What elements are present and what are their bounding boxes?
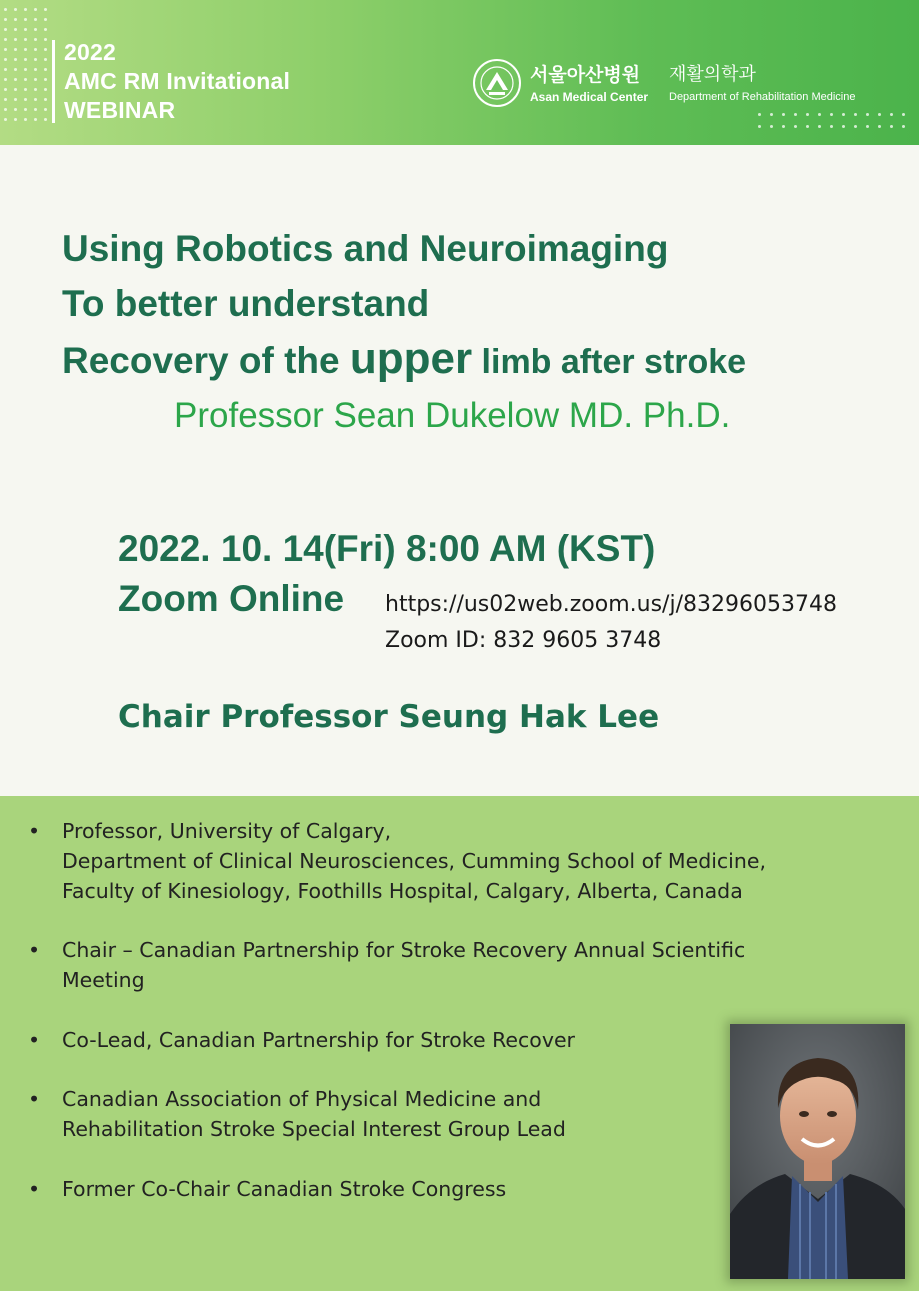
bio-line: Professor, University of Calgary, bbox=[62, 819, 392, 843]
decorative-dot bbox=[14, 8, 17, 11]
bio-item-co-lead bbox=[28, 1025, 575, 1055]
bullet-icon: • bbox=[28, 1177, 41, 1201]
decorative-dot bbox=[770, 125, 773, 128]
bio-line: Department of Clinical Neurosciences, Cumming School of Medicine, bbox=[62, 849, 766, 873]
decorative-dot bbox=[44, 18, 47, 21]
webinar-title bbox=[64, 38, 290, 125]
decorative-dot bbox=[794, 113, 797, 116]
talk-title-emphasis: upper bbox=[349, 334, 473, 383]
decorative-dot bbox=[24, 68, 27, 71]
talk-title-line-1: Using Robotics and Neuroimaging bbox=[62, 228, 669, 269]
decorative-dot bbox=[34, 98, 37, 101]
decorative-dot bbox=[34, 38, 37, 41]
bullet-icon: • bbox=[28, 1087, 41, 1111]
decorative-dot bbox=[44, 8, 47, 11]
talk-title-line-2: To better understand bbox=[62, 283, 430, 324]
decorative-dot bbox=[24, 18, 27, 21]
decorative-dot bbox=[842, 113, 845, 116]
decorative-dot bbox=[44, 78, 47, 81]
decorative-dot bbox=[34, 68, 37, 71]
decorative-dot bbox=[24, 118, 27, 121]
decorative-dot bbox=[44, 48, 47, 51]
zoom-online-label: Zoom Online bbox=[118, 578, 345, 619]
decorative-dot bbox=[14, 38, 17, 41]
header-accent-bar bbox=[52, 40, 55, 123]
decorative-dot bbox=[4, 108, 7, 111]
decorative-dot bbox=[34, 108, 37, 111]
zoom-meeting-link[interactable]: https://us02web.zoom.us/j/83296053748 bbox=[385, 592, 837, 617]
bio-line: Rehabilitation Stroke Special Interest Group Lead bbox=[62, 1117, 566, 1141]
bio-item-professor bbox=[28, 816, 766, 906]
decorative-dot bbox=[44, 98, 47, 101]
decorative-dot bbox=[4, 88, 7, 91]
webinar-event: AMC RM Invitational bbox=[64, 68, 291, 94]
decorative-dot bbox=[4, 48, 7, 51]
decorative-dot bbox=[854, 125, 857, 128]
decorative-dot bbox=[14, 58, 17, 61]
decorative-dot bbox=[4, 68, 7, 71]
decorative-dot bbox=[782, 113, 785, 116]
department-name-english: Department of Rehabilitation Medicine bbox=[669, 91, 856, 103]
decorative-dot bbox=[842, 125, 845, 128]
decorative-dot bbox=[34, 118, 37, 121]
bullet-icon: • bbox=[28, 1028, 41, 1052]
decorative-dot bbox=[830, 113, 833, 116]
decorative-dot bbox=[24, 8, 27, 11]
bio-item-congress bbox=[28, 1174, 507, 1204]
decorative-dot bbox=[4, 98, 7, 101]
decorative-dot bbox=[14, 48, 17, 51]
bio-line: Former Co-Chair Canadian Stroke Congress bbox=[62, 1177, 507, 1201]
hospital-name-korean: 서울아산병원 bbox=[530, 64, 641, 86]
decorative-dot bbox=[794, 125, 797, 128]
decorative-dot bbox=[806, 125, 809, 128]
decorative-dot bbox=[4, 118, 7, 121]
decorative-dot bbox=[34, 8, 37, 11]
event-date-time: 2022. 10. 14(Fri) 8:00 AM (KST) bbox=[118, 528, 656, 569]
decorative-dot bbox=[24, 88, 27, 91]
bio-item-chair bbox=[28, 935, 746, 995]
decorative-dot bbox=[44, 108, 47, 111]
webinar-year: 2022 bbox=[64, 39, 116, 65]
decorative-dot bbox=[44, 38, 47, 41]
bullet-icon: • bbox=[28, 819, 41, 843]
decorative-dot bbox=[44, 88, 47, 91]
decorative-dot bbox=[34, 58, 37, 61]
asan-foundation-emblem-icon bbox=[472, 58, 522, 108]
decorative-dot bbox=[44, 68, 47, 71]
speaker-photo bbox=[730, 1024, 905, 1279]
zoom-meeting-id: Zoom ID: 832 9605 3748 bbox=[385, 628, 662, 653]
bio-line: Faculty of Kinesiology, Foothills Hospital, Calgary, Alberta, Canada bbox=[62, 879, 743, 903]
decorative-dot bbox=[866, 125, 869, 128]
decorative-dot bbox=[854, 113, 857, 116]
decorative-dot bbox=[806, 113, 809, 116]
decorative-dot bbox=[4, 58, 7, 61]
decorative-dot bbox=[34, 48, 37, 51]
decorative-dot bbox=[24, 108, 27, 111]
decorative-dot bbox=[34, 18, 37, 21]
decorative-dot bbox=[758, 113, 761, 116]
decorative-dot bbox=[24, 98, 27, 101]
decorative-dot bbox=[890, 125, 893, 128]
decorative-dot bbox=[14, 78, 17, 81]
decorative-dot bbox=[782, 125, 785, 128]
decorative-dot bbox=[44, 58, 47, 61]
decorative-dot bbox=[4, 78, 7, 81]
decorative-dot bbox=[24, 38, 27, 41]
decorative-dot bbox=[830, 125, 833, 128]
bio-line: Meeting bbox=[62, 968, 145, 992]
decorative-dot bbox=[902, 113, 905, 116]
decorative-dot bbox=[34, 28, 37, 31]
bullet-icon: • bbox=[28, 938, 41, 962]
decorative-dot bbox=[818, 113, 821, 116]
decorative-dot bbox=[878, 113, 881, 116]
decorative-dot bbox=[878, 125, 881, 128]
bio-line: Chair – Canadian Partnership for Stroke Recovery Annual Scientific bbox=[62, 938, 746, 962]
talk-title bbox=[62, 221, 746, 390]
speaker-portrait-icon bbox=[730, 1024, 905, 1279]
decorative-dot bbox=[4, 8, 7, 11]
bio-line: Co-Lead, Canadian Partnership for Stroke Recover bbox=[62, 1028, 575, 1052]
talk-title-line-3-start: Recovery of the bbox=[62, 340, 350, 381]
decorative-dot bbox=[24, 78, 27, 81]
decorative-dot bbox=[866, 113, 869, 116]
decorative-dot bbox=[14, 18, 17, 21]
decorative-dot bbox=[770, 113, 773, 116]
decorative-dot bbox=[14, 118, 17, 121]
decorative-dot bbox=[14, 88, 17, 91]
talk-title-line-3 bbox=[62, 331, 746, 390]
header-banner bbox=[0, 0, 919, 145]
decorative-dot bbox=[34, 88, 37, 91]
decorative-dot bbox=[14, 28, 17, 31]
talk-title-line-3-end: limb after stroke bbox=[472, 343, 747, 381]
bio-line: Canadian Association of Physical Medicine and bbox=[62, 1087, 542, 1111]
speaker-name: Professor Sean Dukelow MD. Ph.D. bbox=[174, 396, 731, 435]
decorative-dot bbox=[4, 18, 7, 21]
decorative-dot bbox=[24, 28, 27, 31]
decorative-dot bbox=[24, 58, 27, 61]
decorative-dot bbox=[34, 78, 37, 81]
session-chair: Chair Professor Seung Hak Lee bbox=[118, 699, 660, 735]
decorative-dot bbox=[14, 108, 17, 111]
bio-item-association bbox=[28, 1084, 566, 1144]
decorative-dot bbox=[4, 28, 7, 31]
decorative-dot bbox=[890, 113, 893, 116]
decorative-dot bbox=[758, 125, 761, 128]
hospital-name-english: Asan Medical Center bbox=[530, 90, 649, 104]
decorative-dot bbox=[4, 38, 7, 41]
decorative-dot bbox=[818, 125, 821, 128]
decorative-dot bbox=[14, 68, 17, 71]
decorative-dot bbox=[44, 28, 47, 31]
department-name-korean: 재활의학과 bbox=[669, 64, 756, 85]
decorative-dot bbox=[902, 125, 905, 128]
decorative-dot bbox=[14, 98, 17, 101]
webinar-type: WEBINAR bbox=[64, 97, 176, 123]
decorative-dot bbox=[44, 118, 47, 121]
decorative-dot bbox=[24, 48, 27, 51]
